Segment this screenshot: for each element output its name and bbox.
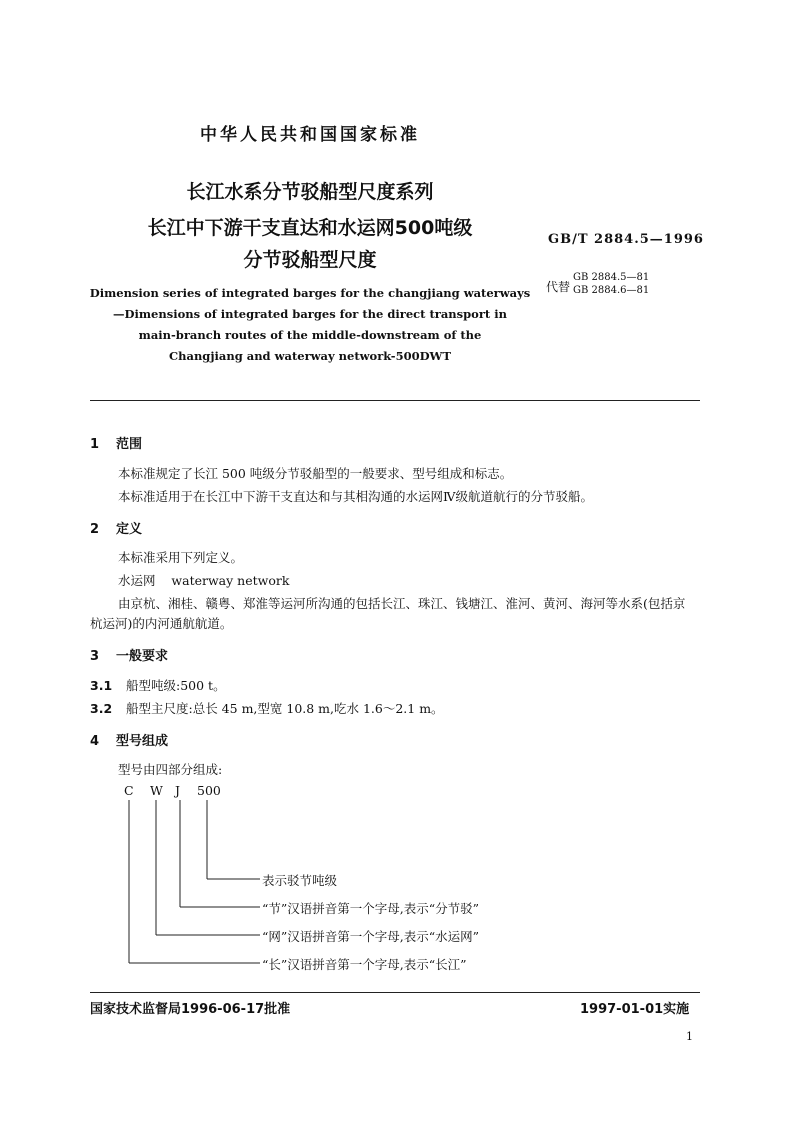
- title-cn-line-1: 长江水系分节驳船型尺度系列: [186, 181, 434, 203]
- national-standard-heading: 中华人民共和国国家标准: [200, 125, 420, 145]
- annotation-w: “网”汉语拼音第一个字母,表示“水运网”: [262, 929, 480, 944]
- section-4-title: 型号组成: [116, 734, 169, 749]
- term-cn: 水运网: [118, 573, 156, 588]
- term-en: waterway network: [171, 573, 290, 588]
- section-1-title: 范围: [116, 437, 143, 452]
- replaces-label: 代替: [546, 280, 571, 294]
- title-cn-line-3: 分节驳船型尺度: [243, 249, 377, 271]
- title-cn-line-2: 长江中下游干支直达和水运网500吨级: [147, 217, 473, 239]
- clause-3-1-number: 3.1: [90, 678, 113, 693]
- code-letter-w: W: [150, 783, 163, 798]
- section-2-paragraph-1: 本标准采用下列定义。: [118, 550, 244, 565]
- annotation-j: “节”汉语拼音第一个字母,表示“分节驳”: [262, 901, 480, 916]
- section-1-paragraph-1: 本标准规定了长江 500 吨级分节驳船型的一般要求、型号组成和标志。: [118, 466, 513, 481]
- code-tonnage: 500: [197, 783, 221, 798]
- section-1-paragraph-2: 本标准适用于在长江中下游干支直达和与其相沟通的水运网Ⅳ级航道航行的分节驳船。: [118, 489, 593, 504]
- annotation-c: “长”汉语拼音第一个字母,表示“长江”: [262, 957, 467, 972]
- implementation-date: 1997-01-01实施: [580, 1002, 690, 1017]
- footer-divider: [90, 992, 700, 993]
- clause-3-2-text: 船型主尺度:总长 45 m,型宽 10.8 m,吃水 1.6～2.1 m。: [126, 701, 444, 716]
- definition-line-1: 由京杭、湘桂、赣粤、郑淮等运河所沟通的包括长江、珠江、钱塘江、淮河、黄河、海河等水系(包括京: [118, 596, 686, 611]
- title-en-line-3: main-branch routes of the middle-downstream of the: [138, 328, 482, 342]
- section-3-number: 3: [90, 649, 100, 664]
- model-intro: 型号由四部分组成:: [118, 762, 223, 777]
- page-number: 1: [686, 1030, 693, 1043]
- section-1-number: 1: [90, 437, 100, 452]
- section-4-number: 4: [90, 734, 100, 749]
- replaces-standard-2: GB 2884.6—81: [573, 285, 650, 296]
- clause-3-2-number: 3.2: [90, 701, 113, 716]
- clause-3-1-text: 船型吨级:500 t。: [126, 678, 226, 693]
- code-letter-c: C: [124, 783, 134, 798]
- section-2-title: 定义: [116, 522, 143, 537]
- title-en-line-1: Dimension series of integrated barges for the changjiang waterways: [89, 286, 531, 300]
- definition-line-2: 杭运河)的内河通航航道。: [90, 616, 233, 631]
- section-3-title: 一般要求: [116, 649, 169, 664]
- approval-date: 国家技术监督局1996-06-17批准: [90, 1002, 291, 1017]
- section-2-number: 2: [90, 522, 100, 537]
- standard-number: GB/T 2884.5—1996: [548, 232, 704, 247]
- title-en-line-2: —Dimensions of integrated barges for the direct transport in: [113, 307, 507, 321]
- replaces-standard-1: GB 2884.5—81: [573, 272, 650, 283]
- annotation-tonnage: 表示驳节吨级: [262, 873, 338, 888]
- title-en-line-4: Changjiang and waterway network-500DWT: [168, 349, 452, 363]
- code-letter-j: J: [175, 783, 181, 798]
